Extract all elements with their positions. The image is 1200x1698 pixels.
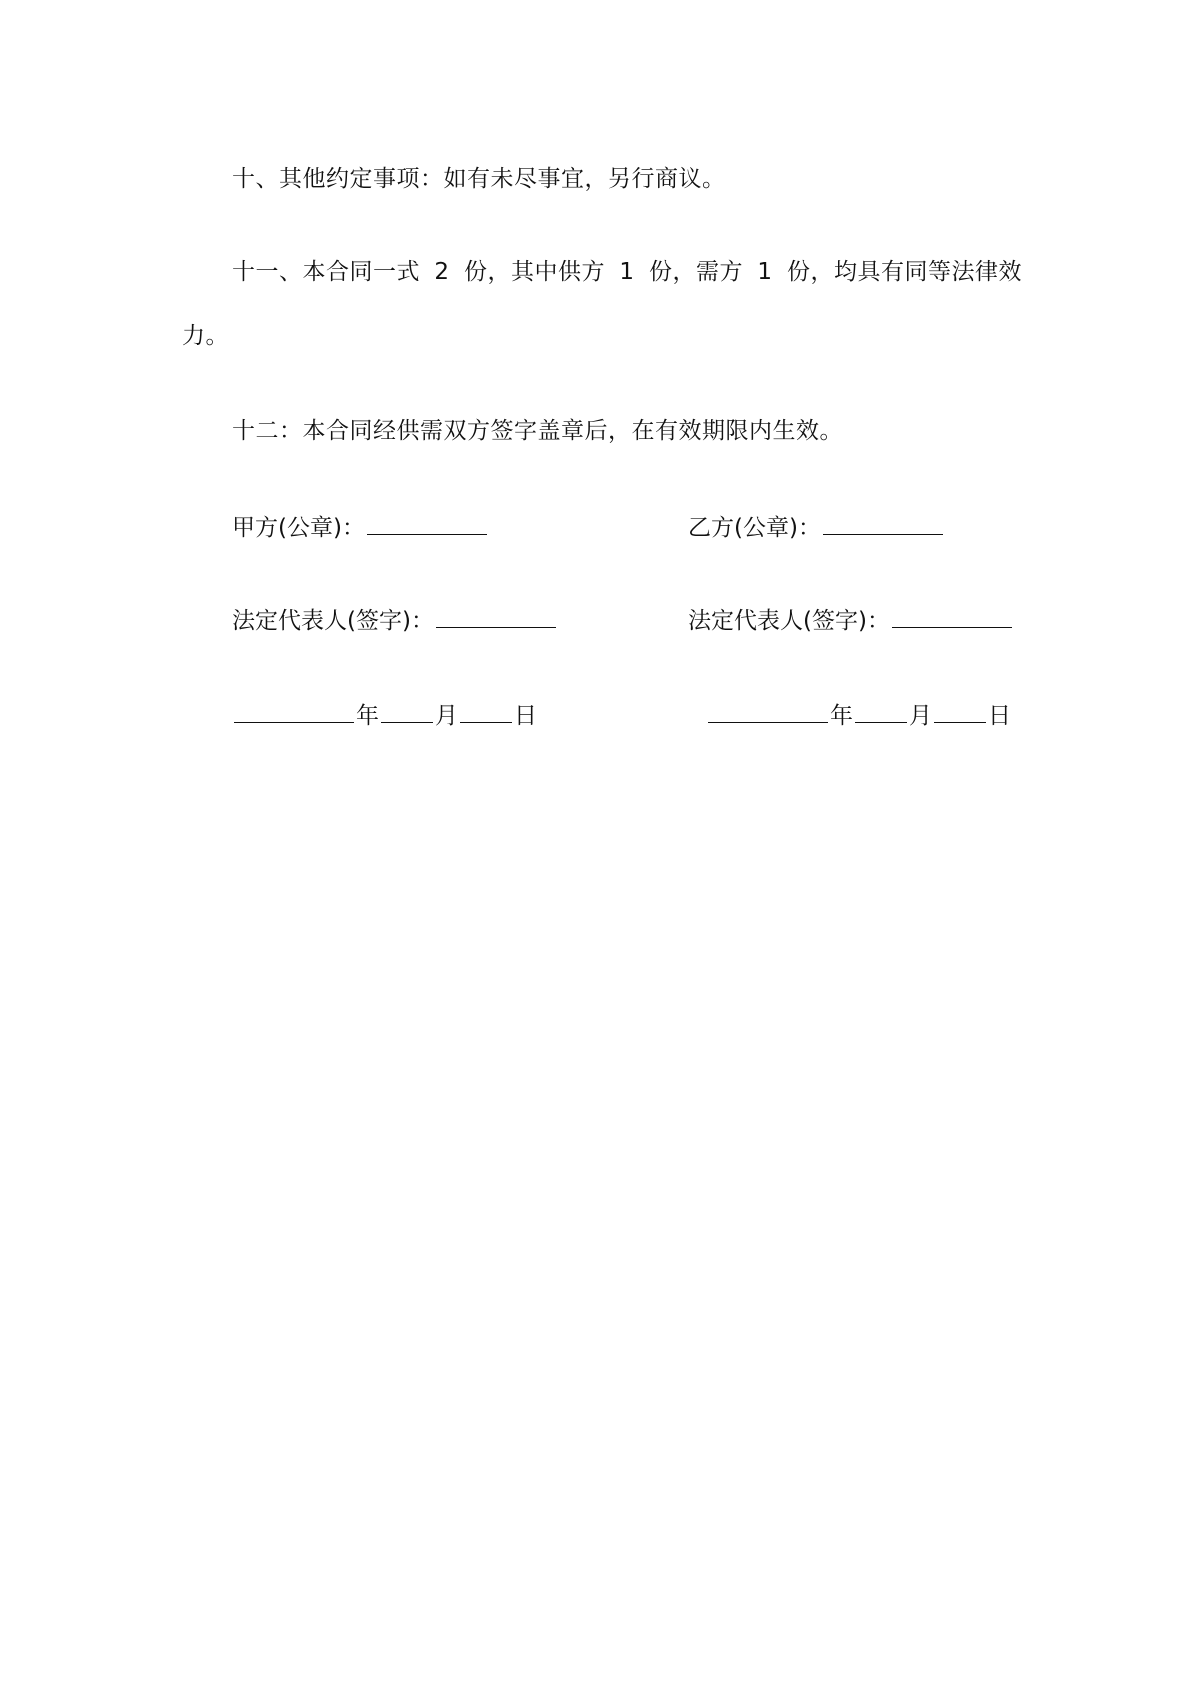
- party-a-rep-label: 法定代表人(签字)：: [232, 608, 434, 634]
- party-b-date-row: [706, 700, 1011, 731]
- clause-11-part: 1: [619, 259, 635, 285]
- clause-11-part: 1: [757, 259, 773, 285]
- party-a-rep-row: [232, 605, 558, 636]
- month-label: 月: [909, 703, 932, 729]
- party-a-seal-label: 甲方(公章)：: [232, 515, 365, 541]
- day-label: 日: [988, 703, 1011, 729]
- party-a-month-blank[interactable]: [381, 700, 433, 723]
- clause-11-part: 十一、本合同一式: [232, 259, 420, 285]
- clause-11-part: 份，其中供方: [463, 259, 605, 285]
- clause-11-part: 份，均具有同等法律效: [786, 259, 1022, 285]
- party-a-seal-row: [232, 512, 489, 543]
- clause-10: 十、其他约定事项：如有未尽事宜，另行商议。: [232, 166, 726, 192]
- party-b-seal-label: 乙方(公章)：: [688, 515, 821, 541]
- year-label: 年: [356, 703, 379, 729]
- year-label: 年: [830, 703, 853, 729]
- clause-11-part: 份，需方: [648, 259, 743, 285]
- party-b-seal-blank[interactable]: [823, 512, 943, 535]
- party-b-rep-blank[interactable]: [892, 605, 1012, 628]
- party-a-day-blank[interactable]: [460, 700, 512, 723]
- party-b-month-blank[interactable]: [855, 700, 907, 723]
- party-a-year-blank[interactable]: [234, 700, 354, 723]
- month-label: 月: [435, 703, 458, 729]
- party-b-rep-row: [688, 605, 1014, 636]
- party-a-date-row: [232, 700, 537, 731]
- party-b-day-blank[interactable]: [934, 700, 986, 723]
- day-label: 日: [514, 703, 537, 729]
- party-a-seal-blank[interactable]: [367, 512, 487, 535]
- party-b-rep-label: 法定代表人(签字)：: [688, 608, 890, 634]
- party-b-seal-row: [688, 512, 945, 543]
- clause-12: 十二：本合同经供需双方签字盖章后，在有效期限内生效。: [232, 418, 843, 444]
- party-a-rep-blank[interactable]: [436, 605, 556, 628]
- clause-11-part: 2: [434, 259, 450, 285]
- clause-11-line-2: 力。: [182, 323, 229, 349]
- party-b-year-blank[interactable]: [708, 700, 828, 723]
- clause-11-line-1: [232, 257, 1022, 287]
